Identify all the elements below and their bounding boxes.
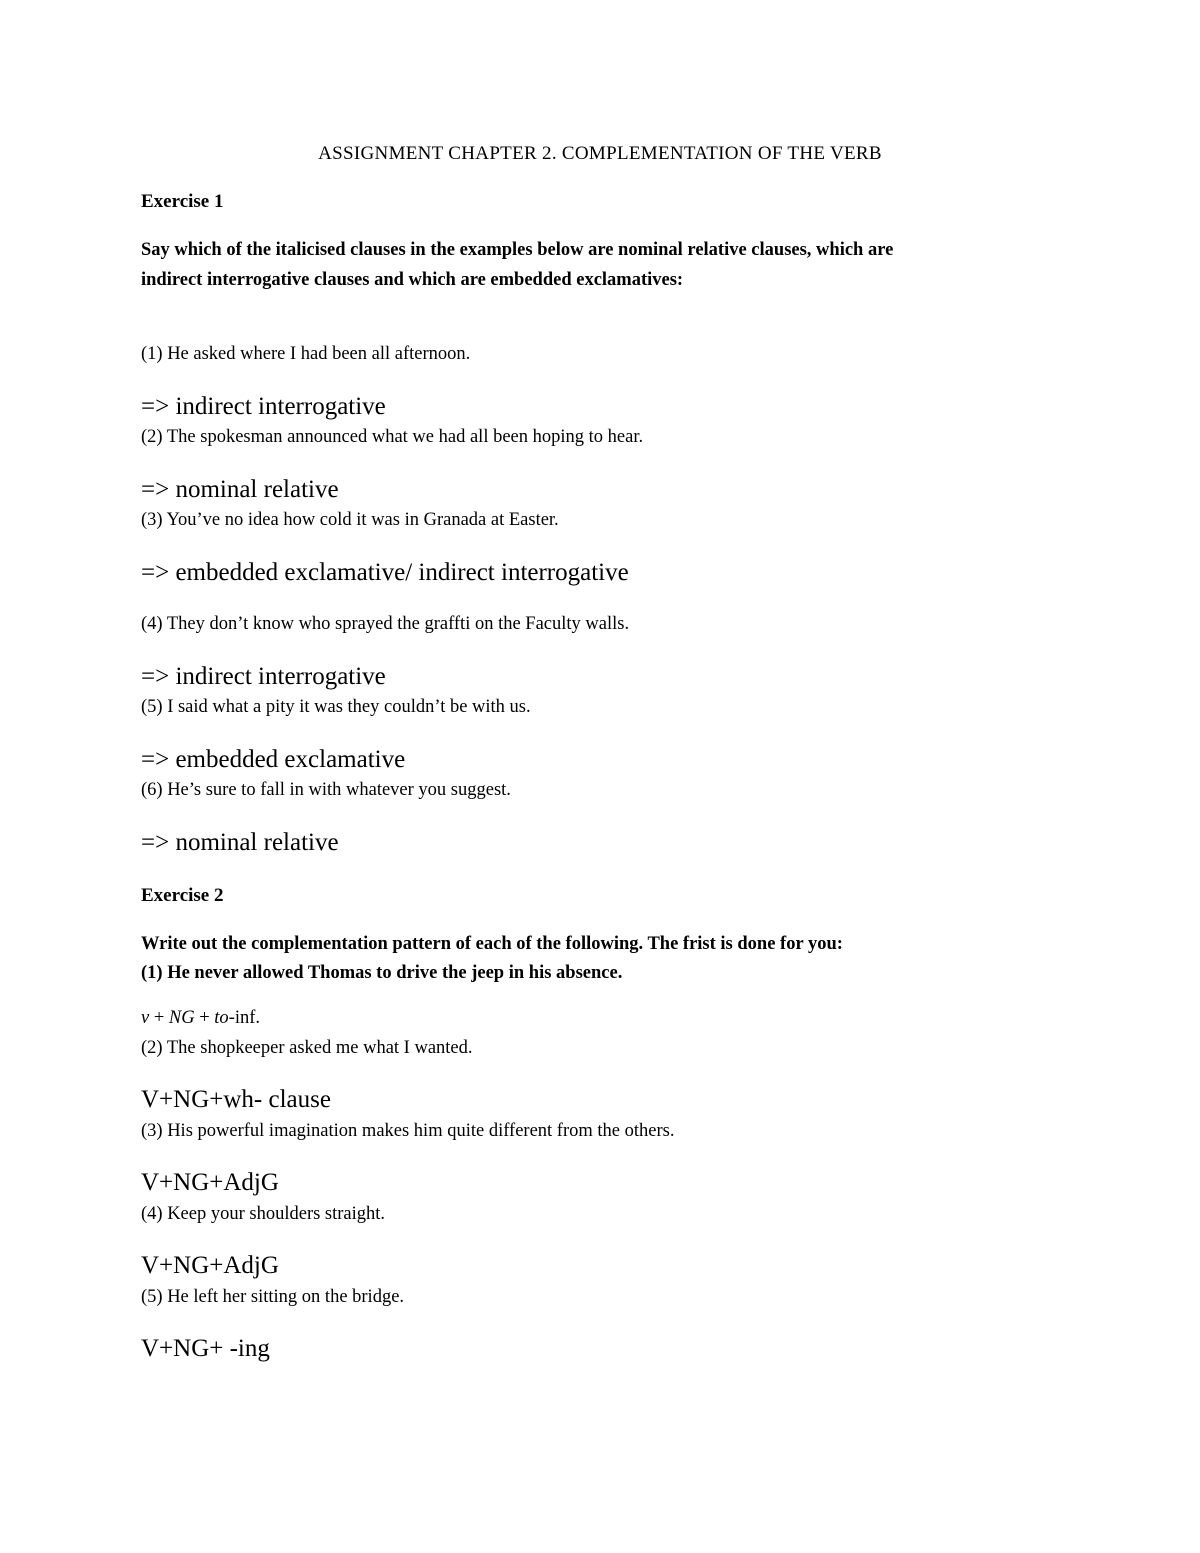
exercise-1-instruction-line-1: Say which of the italicised clauses in the examples below are nominal relative clauses, which are [141,240,894,260]
document-title: ASSIGNMENT CHAPTER 2. COMPLEMENTATION OF THE VERB [318,143,882,164]
pattern-plus: + [194,1008,215,1028]
exercise-2-answer-2: V+NG+wh- clause [141,1086,331,1113]
exercise-1-example-2: (2) The spokesman announced what we had all been hoping to hear. [141,427,644,447]
exercise-1-answer-1: => indirect interrogative [141,393,386,420]
pattern-plus: + [149,1008,169,1028]
exercise-1-answer-4: => indirect interrogative [141,663,386,690]
exercise-1-answer-2: => nominal relative [141,476,339,503]
pattern-inf: -inf. [228,1008,261,1028]
exercise-1-example-1: (1) He asked where I had been all afternoon. [141,344,471,364]
exercise-1-instruction-line-2: indirect interrogative clauses and which are embedded exclamatives: [141,270,684,290]
pattern-v: v [141,1008,150,1028]
exercise-1-answer-3: => embedded exclamative/ indirect interrogative [141,559,629,586]
exercise-2-heading: Exercise 2 [141,885,224,906]
exercise-1-example-3: (3) You’ve no idea how cold it was in Granada at Easter. [141,510,559,530]
exercise-1-answer-5: => embedded exclamative [141,746,406,773]
exercise-2-answer-5: V+NG+ -ing [141,1335,270,1362]
exercise-1-example-6: (6) He’s sure to fall in with whatever you suggest. [141,780,511,800]
exercise-2-example-5: (5) He left her sitting on the bridge. [141,1287,405,1307]
exercise-2-example-2: (2) The shopkeeper asked me what I wanted. [141,1038,473,1058]
exercise-2-example-3: (3) His powerful imagination makes him quite different from the others. [141,1121,675,1141]
exercise-2-sample-answer [141,1008,260,1029]
exercise-2-instruction-line-1: Write out the complementation pattern of each of the following. The frist is done for you: [141,934,843,954]
exercise-2-example-4: (4) Keep your shoulders straight. [141,1204,386,1224]
exercise-1-answer-6: => nominal relative [141,829,339,856]
exercise-1-example-4: (4) They don’t know who sprayed the graffti on the Faculty walls. [141,614,630,634]
exercise-2-instruction-line-2: (1) He never allowed Thomas to drive the jeep in his absence. [141,963,623,983]
exercise-1-heading: Exercise 1 [141,191,224,212]
exercise-2-answer-3: V+NG+AdjG [141,1169,279,1196]
pattern-to: to [214,1008,229,1028]
exercise-1-example-5: (5) I said what a pity it was they couldn’t be with us. [141,697,531,717]
pattern-ng: NG [168,1008,195,1028]
exercise-2-answer-4: V+NG+AdjG [141,1252,279,1279]
